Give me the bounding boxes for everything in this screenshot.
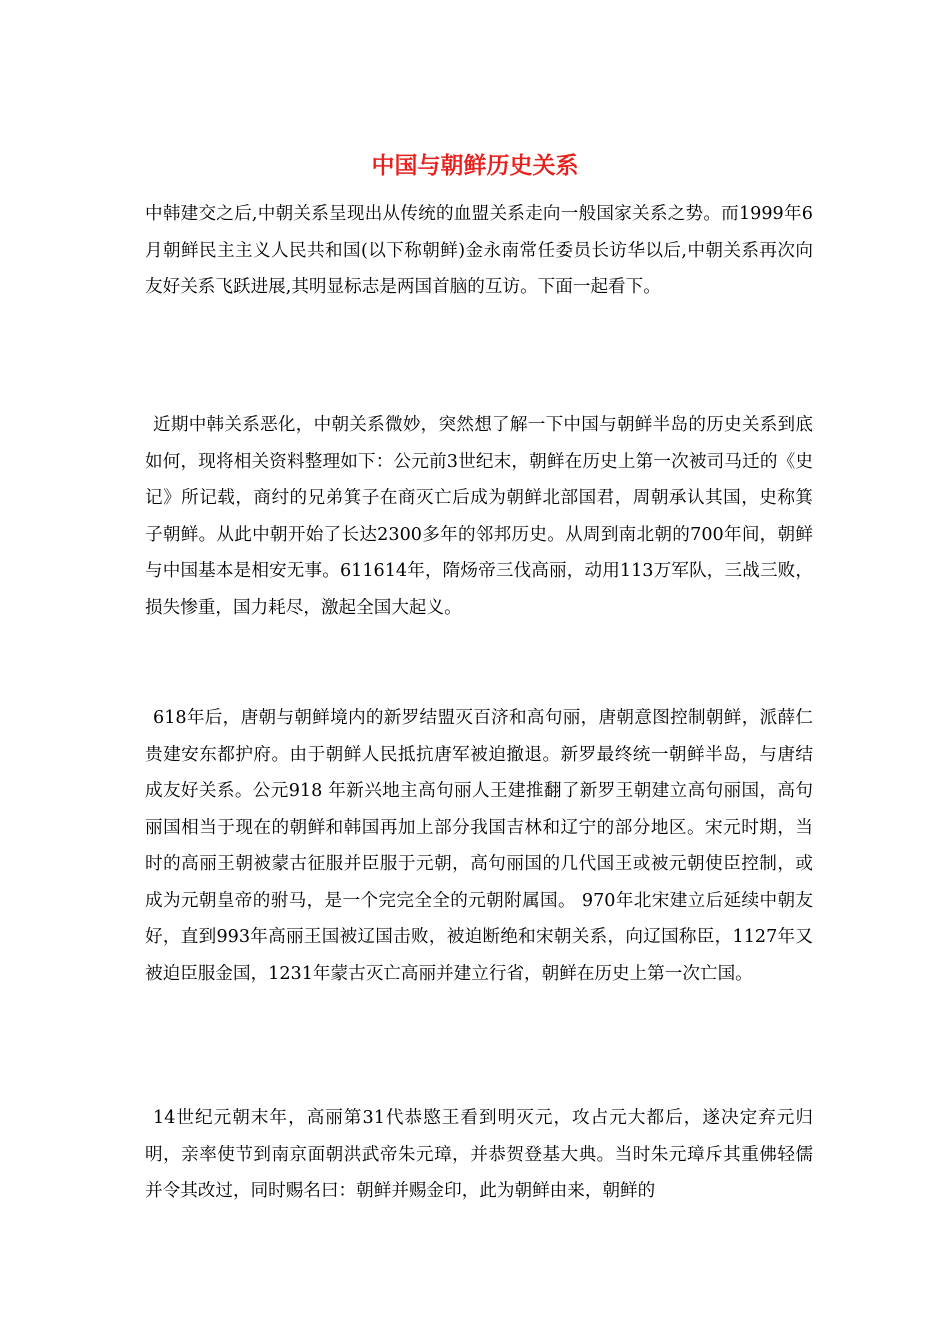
paragraph-2: 618年后，唐朝与朝鲜境内的新罗结盟灭百济和高句丽，唐朝意图控制朝鲜，派薛仁贵建安东都护府。由于朝鲜人民抵抗唐军被迫撤退。新罗最终统一朝鲜半岛，与唐结成友好关系。公元918 年新兴地主高句丽人王建推翻了新罗王朝建立高句丽国，高句丽国相当于现在的朝鲜和韩国再加上部分我国吉林和辽宁的部分地区。宋元时期，当时的高丽王朝被蒙古征服并臣服于元朝，高句丽国的几代国王或被元朝使臣控制，或成为元朝皇帝的驸马，是一个完完全全的元朝附属国。 970年北宋建立后延续中朝友好，直到993年高丽王国被辽国击败，被迫断绝和宋朝关系，向辽国称臣，1127年又被迫臣服金国，1231年蒙古灭亡高丽并建立行省，朝鲜在历史上第一次亡国。 — [145, 708, 813, 984]
paragraph-intro: 中韩建交之后,中朝关系呈现出从传统的血盟关系走向一般国家关系之势。而1999年6月朝鲜民主主义人民共和国(以下称朝鲜)金永南常任委员长访华以后,中朝关系再次向友好关系飞跃进展,其明显标志是两国首脑的互访。下面一起看下。 — [145, 204, 813, 297]
paragraph-3: 14世纪元朝末年，高丽第31代恭愍王看到明灭元，攻占元大都后，遂决定弃元归明，亲率使节到南京面朝洪武帝朱元璋，并恭贺登基大典。当时朱元璋斥其重佛轻儒并令其改过，同时赐名曰：朝鲜并赐金印，此为朝鲜由来，朝鲜的 — [145, 1108, 813, 1201]
paragraph-1: 近期中韩关系恶化，中朝关系微妙，突然想了解一下中国与朝鲜半岛的历史关系到底如何，现将相关资料整理如下：公元前3世纪末，朝鲜在历史上第一次被司马迁的《史记》所记载，商纣的兄弟箕子在商灭亡后成为朝鲜北部国君，周朝承认其国，史称箕子朝鲜。从此中朝开始了长达2300多年的邻邦历史。从周到南北朝的700年间，朝鲜与中国基本是相安无事。611614年，隋炀帝三伐高丽，动用113万军队，三战三败，损失惨重，国力耗尽，激起全国大起义。 — [145, 415, 813, 618]
document-title: 中国与朝鲜历史关系 — [371, 153, 579, 179]
